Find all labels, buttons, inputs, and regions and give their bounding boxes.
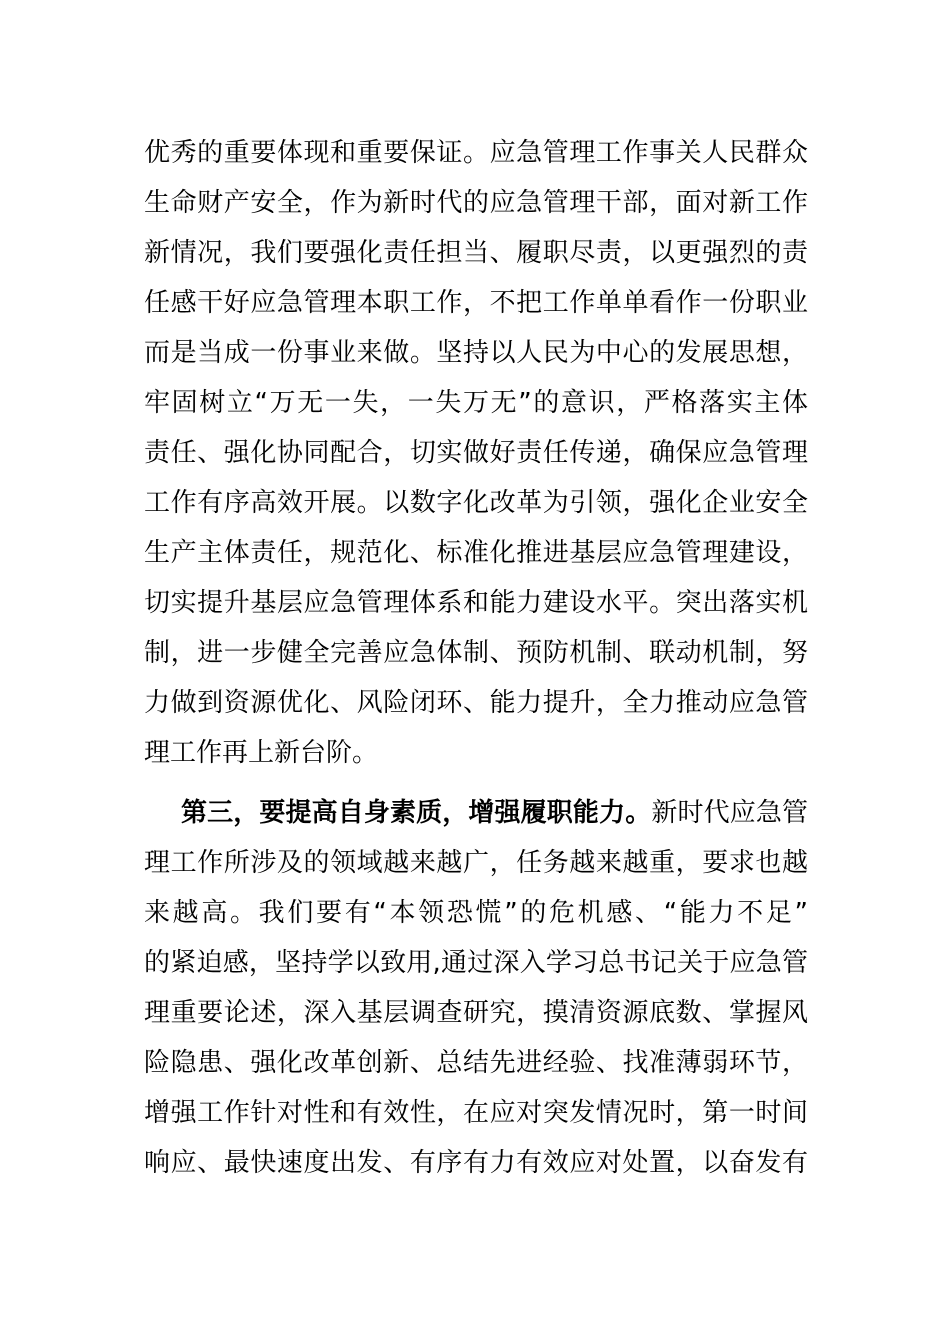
text-line: 牢固树立“万无一失，一失万无”的意识，严格落实主体 bbox=[144, 388, 808, 418]
text-line: 的紧迫感，坚持学以致用,通过深入学习总书记关于应急管 bbox=[144, 948, 808, 978]
text-line: 来越高。我们要有“本领恐慌”的危机感、“能力不足” bbox=[144, 898, 808, 928]
heading-line-rest: 新时代应急管 bbox=[651, 798, 808, 828]
text-line: 响应、最快速度出发、有序有力有效应对处置，以奋发有 bbox=[144, 1148, 808, 1178]
paragraph-2 bbox=[144, 788, 808, 1188]
text-line: 而是当成一份事业来做。坚持以人民为中心的发展思想， bbox=[144, 338, 808, 368]
text-line: 责任、强化协同配合，切实做好责任传递，确保应急管理 bbox=[144, 438, 808, 468]
text-line: 生产主体责任，规范化、标准化推进基层应急管理建设， bbox=[144, 538, 808, 568]
text-line-first bbox=[144, 788, 808, 838]
text-line: 新情况，我们要强化责任担当、履职尽责，以更强烈的责 bbox=[144, 238, 808, 268]
text-line: 理工作所涉及的领域越来越广，任务越来越重，要求也越 bbox=[144, 848, 808, 878]
text-line: 险隐患、强化改革创新、总结先进经验、找准薄弱环节， bbox=[144, 1048, 808, 1078]
text-line: 理重要论述，深入基层调查研究，摸清资源底数、掌握风 bbox=[144, 998, 808, 1028]
text-line: 任感干好应急管理本职工作，不把工作单单看作一份职业 bbox=[144, 288, 808, 318]
text-line: 生命财产安全，作为新时代的应急管理干部，面对新工作 bbox=[144, 188, 808, 218]
text-line: 理工作再上新台阶。 bbox=[144, 738, 379, 768]
document-body bbox=[144, 128, 808, 1188]
text-line: 增强工作针对性和有效性，在应对突发情况时，第一时间 bbox=[144, 1098, 808, 1128]
text-line: 力做到资源优化、风险闭环、能力提升，全力推动应急管 bbox=[144, 688, 808, 718]
text-line: 优秀的重要体现和重要保证。应急管理工作事关人民群众 bbox=[144, 138, 808, 168]
text-line: 工作有序高效开展。以数字化改革为引领，强化企业安全 bbox=[144, 488, 808, 518]
paragraph-1 bbox=[144, 128, 808, 778]
text-line: 切实提升基层应急管理体系和能力建设水平。突出落实机 bbox=[144, 588, 808, 618]
text-line: 制，进一步健全完善应急体制、预防机制、联动机制，努 bbox=[144, 638, 808, 668]
section-heading: 第三，要提高自身素质，增强履职能力。 bbox=[181, 798, 652, 828]
